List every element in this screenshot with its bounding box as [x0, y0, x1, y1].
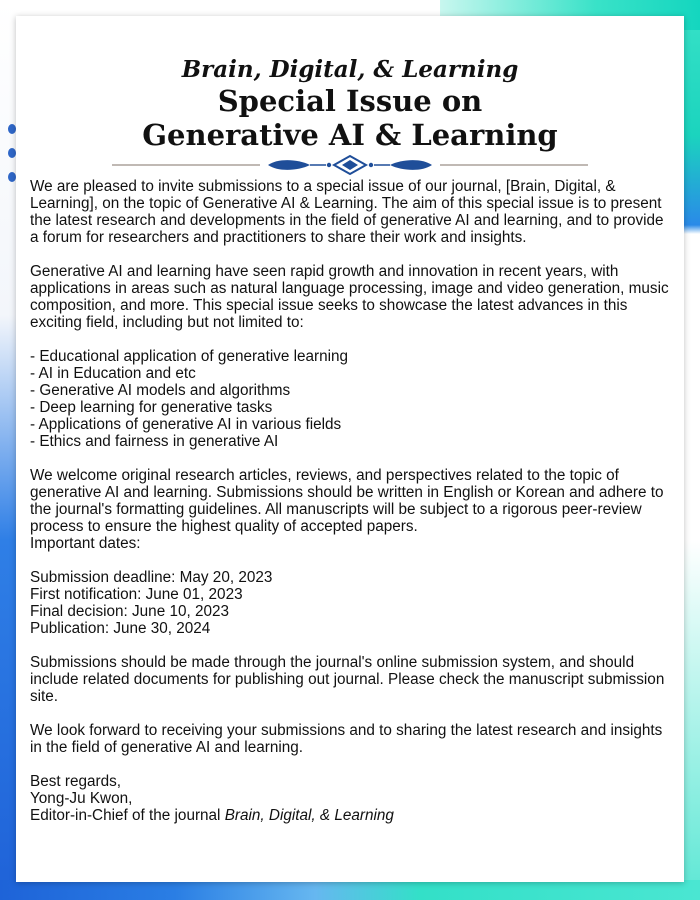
signature-journal: Brain, Digital, & Learning [224, 807, 394, 824]
background-right-strip [684, 0, 700, 900]
welcome-paragraph: We welcome original research articles, reviews, and perspectives related to the topic of generative AI and learning. Submissions should be written in English or Korean and adhere to the journal's formatting guidelines. All manuscripts will be subject to a rigorous peer-review process to ensure the highest quality of accepted papers. [30, 467, 664, 535]
important-dates-label: Important dates: [30, 535, 141, 552]
journal-name: Brain, Digital, & Learning [181, 56, 519, 83]
signature-role-prefix: Editor-in-Chief of the journal [30, 807, 225, 824]
page-title-line-1: Special Issue on [217, 84, 483, 118]
list-item: - Deep learning for generative tasks [30, 399, 273, 416]
date-item: Final decision: June 10, 2023 [30, 603, 229, 620]
ornamental-divider-icon [112, 154, 588, 176]
header [16, 16, 684, 176]
list-item: - Applications of generative AI in various fields [30, 416, 342, 433]
dates-list [30, 569, 675, 637]
signature-regards: Best regards, [30, 773, 121, 790]
signature-role [30, 807, 675, 824]
list-item: - Generative AI models and algorithms [30, 382, 291, 399]
background-paragraph: Generative AI and learning have seen rapid growth and innovation in recent years, with applications in areas such as natural language processing, image and video generation, music composition, and more. This special issue seeks to showcase the latest advances in this exciting field, including but not limited to: [30, 263, 669, 331]
submission-paragraph: Submissions should be made through the journal's online submission system, and should include related documents for publishing out journal. Please check the manuscript submission site. [30, 654, 665, 705]
list-item: - Educational application of generative learning [30, 348, 349, 365]
topics-list [30, 348, 675, 450]
date-item: Submission deadline: May 20, 2023 [30, 569, 273, 586]
intro-paragraph: We are pleased to invite submissions to a special issue of our journal, [Brain, Digital, & Learning], on the topic of Generative AI & Learning. The aim of this special issue is to present the latest research and developments in the field of generative AI and learning, and to provide a forum for researchers and practitioners to share their work and insights. [30, 178, 664, 246]
signature [30, 773, 675, 824]
signature-name: Yong-Ju Kwon, [30, 790, 133, 807]
background-bottom-band [0, 880, 700, 900]
page-title-line-2: Generative AI & Learning [142, 118, 558, 152]
date-item: Publication: June 30, 2024 [30, 620, 211, 637]
decorative-dots [8, 124, 16, 196]
list-item: - AI in Education and etc [30, 365, 196, 382]
announcement-card [16, 16, 684, 882]
letter-body [30, 178, 675, 824]
closing-paragraph: We look forward to receiving your submissions and to sharing the latest research and insights in the field of generative AI and learning. [30, 722, 663, 756]
list-item: - Ethics and fairness in generative AI [30, 433, 279, 450]
date-item: First notification: June 01, 2023 [30, 586, 243, 603]
